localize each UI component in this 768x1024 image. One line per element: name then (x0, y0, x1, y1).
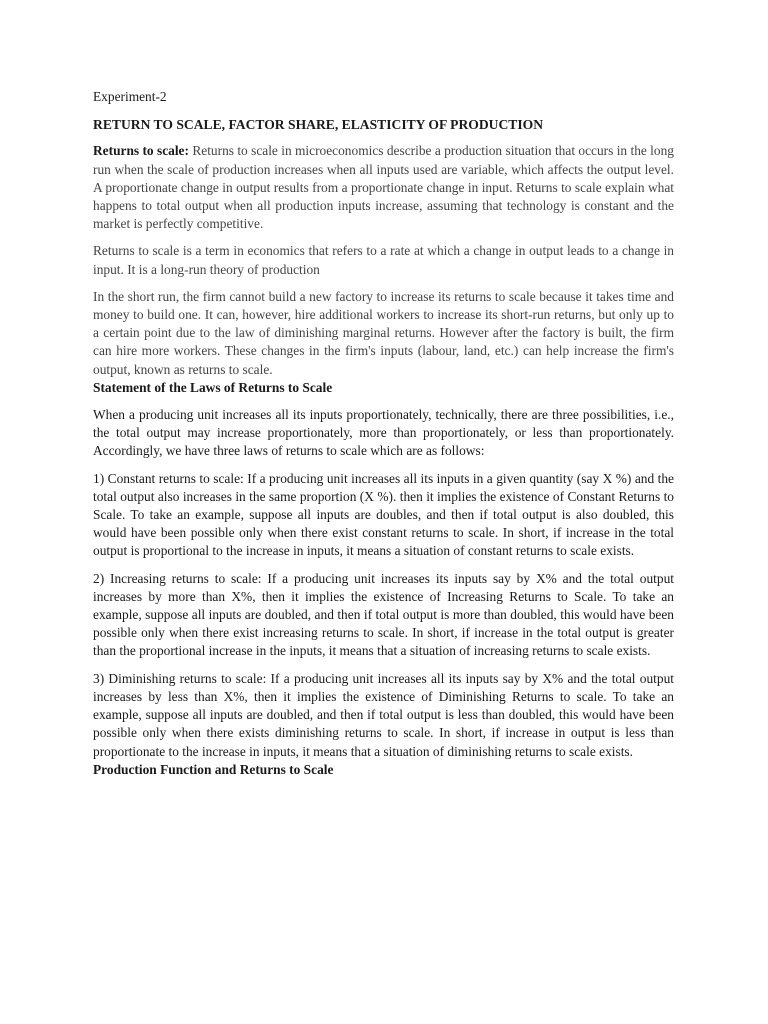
laws-intro-paragraph: When a producing unit increases all its inputs proportionately, technically, there are three possibilities, i.e., the total output may increase proportionately, more than proportionately, or less than proportionately. Accordingly, we have three laws of returns to scale which are as follows: (93, 407, 674, 459)
intro-body: Returns to scale in microeconomics describe a production situation that occurs in the long run when the scale of production increases when all inputs used are variable, which affects the output level. A proportionate change in output results from a proportionate change in input. Returns to scale explain what happens to total output when all production inputs increase, assuming that technology is constant and the market is perfectly competitive. (93, 143, 674, 232)
experiment-label: Experiment-2 (93, 89, 167, 104)
production-heading: Production Function and Returns to Scale (93, 761, 334, 777)
law-diminishing-paragraph: 3) Diminishing returns to scale: If a producing unit increases all its inputs say by X% and the total output increases by less than X%, then it implies the existence of Diminishing Returns to scale. To take an example, suppose all inputs are doubled, and then if total output is less than doubled, this would have been possible only when there exists diminishing returns to scale. In short, if increase in output is less than proportionate to the increase in inputs, it means that a situation of diminishing returns to scale exists. (93, 670, 674, 759)
definition-paragraph: Returns to scale is a term in economics that refers to a rate at which a change in output leads to a change in input. It is a long-run theory of production (93, 243, 674, 277)
laws-heading: Statement of the Laws of Returns to Scale (93, 379, 333, 395)
intro-paragraph (93, 142, 674, 233)
intro-lead: Returns to scale: (93, 143, 189, 159)
document-page (93, 88, 674, 779)
short-run-paragraph: In the short run, the firm cannot build a new factory to increase its returns to scale because it takes time and money to build one. It can, however, hire additional workers to increase its short-run returns, but only up to a certain point due to the law of diminishing marginal returns. However after the factory is built, the firm can hire more workers. These changes in the firm's inputs (labour, land, etc.) can help increase the firm's output, known as returns to scale. (93, 288, 674, 377)
law-constant-paragraph: 1) Constant returns to scale: If a producing unit increases all its inputs in a given quantity (say X %) and the total output also increases in the same proportion (X %). then it implies the existence of Constant Returns to Scale. To take an example, suppose all inputs are doubles, and then if total output is also doubled, this would have been possible only when there exist constant returns to scale. In short, if increase in the total output is proportional to the increase in inputs, it means a situation of constant returns to scale exists. (93, 470, 674, 559)
document-title: RETURN TO SCALE, FACTOR SHARE, ELASTICITY OF PRODUCTION (93, 117, 544, 133)
law-increasing-paragraph: 2) Increasing returns to scale: If a producing unit increases its inputs say by X% and the total output increases by more than X%, then it implies the existence of Increasing Returns to Scale. To take an example, suppose all inputs are doubled, and then if total output is more than doubled, this would have been possible only when there exist increasing returns to scale. In short, if increase in the total output is greater than the proportional increase in the inputs, it means that a situation of increasing returns to scale exists. (93, 570, 674, 659)
